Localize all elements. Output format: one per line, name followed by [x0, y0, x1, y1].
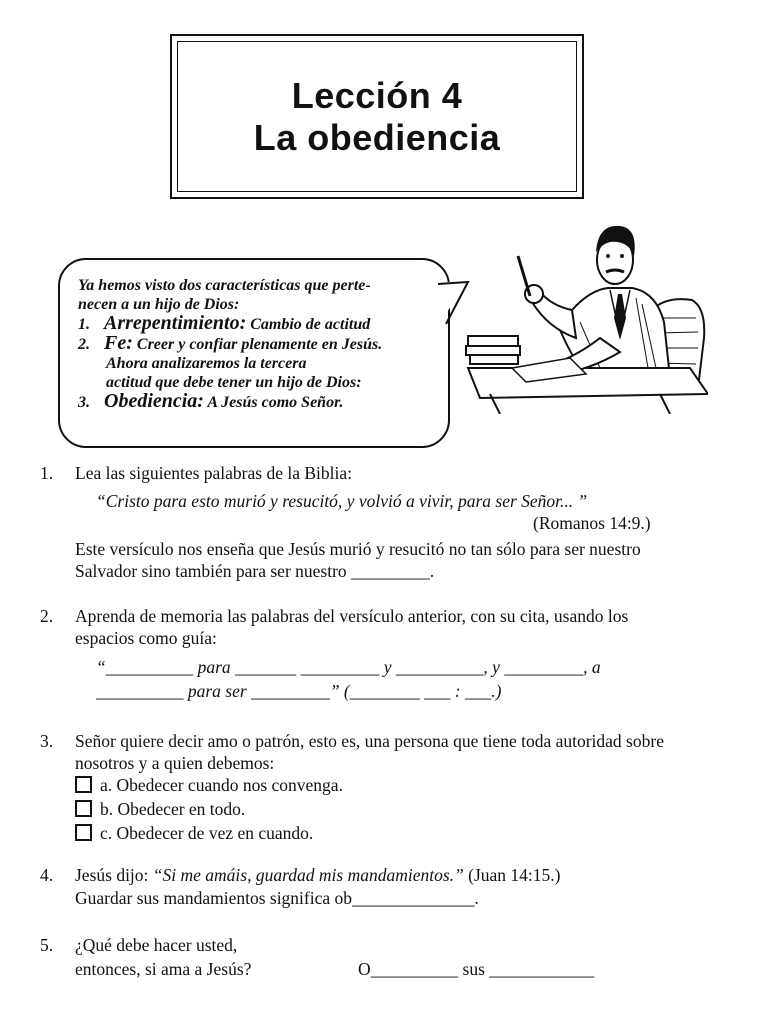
bubble-item-3-text: A Jesús como Señor.	[207, 394, 344, 411]
bubble-intro-2: necen a un hijo de Dios:	[78, 296, 240, 313]
bubble-item-2-num: 2.	[78, 336, 90, 353]
option-b[interactable]	[75, 798, 245, 820]
question-4-number: 4.	[40, 865, 54, 885]
teacher-illustration	[460, 218, 708, 414]
bubble-item-3-num: 3.	[78, 394, 90, 411]
question-4-quote: “Si me amáis, guardad mis mandamientos.”	[152, 865, 464, 885]
option-c[interactable]	[75, 822, 313, 844]
option-a[interactable]	[75, 774, 343, 796]
bubble-item-3	[78, 392, 458, 412]
question-5-answer: O__________ sus ____________	[358, 959, 595, 979]
question-4-reference: (Juan 14:15.)	[463, 865, 561, 885]
bubble-item-1-text: Cambio de actitud	[250, 316, 371, 333]
question-3-line-1: Señor quiere decir amo o patrón, esto es, una persona que tiene toda autoridad sobre	[75, 731, 664, 751]
bubble-intro-1: Ya hemos visto dos características que perte-	[78, 277, 371, 294]
question-1-reference: (Romanos 14:9.)	[533, 513, 651, 533]
question-2-line-1: Aprenda de memoria las palabras del versículo anterior, con su cita, usando los	[75, 606, 629, 626]
option-b-label: b. Obedecer en todo.	[100, 799, 246, 819]
question-4-prefix: Jesús dijo:	[75, 865, 153, 885]
option-c-label: c. Obedecer de vez en cuando.	[100, 823, 314, 843]
question-1-quote: “Cristo para esto murió y resucitó, y volvió a vivir, para ser Señor... ”	[96, 491, 588, 511]
title-box	[170, 34, 584, 199]
lesson-number: Lección 4	[291, 74, 463, 116]
bubble-line-5: Ahora analizaremos la tercera	[106, 355, 307, 372]
question-2-fill-line-2: __________ para ser _________” (________ ___ : ___.)	[96, 681, 502, 701]
question-1-number: 1.	[40, 463, 54, 483]
question-3-line-2: nosotros y a quien debemos:	[75, 753, 275, 773]
question-3-number: 3.	[40, 731, 54, 751]
question-5-line-1: ¿Qué debe hacer usted,	[75, 935, 238, 955]
question-1-text: Lea las siguientes palabras de la Biblia:	[75, 463, 352, 483]
lesson-title: La obediencia	[253, 116, 501, 158]
bubble-item-1	[78, 314, 458, 334]
bubble-item-2	[78, 334, 458, 354]
question-5-number: 5.	[40, 935, 54, 955]
option-a-label: a. Obedecer cuando nos convenga.	[100, 775, 343, 795]
question-2-line-2: espacios como guía:	[75, 628, 217, 648]
question-1-line-4: Salvador sino también para ser nuestro _________.	[75, 561, 435, 581]
bubble-line-6: actitud que debe tener un hijo de Dios:	[106, 374, 362, 391]
question-4-line-2: Guardar sus mandamientos significa ob______________.	[75, 888, 479, 908]
question-4-line-1	[75, 864, 561, 886]
question-2-number: 2.	[40, 606, 54, 626]
question-5-line-2: entonces, si ama a Jesús?	[75, 959, 252, 979]
checkbox-a[interactable]	[75, 776, 92, 793]
question-2-fill-line-1: “__________ para _______ _________ y __________, y _________, a	[96, 657, 601, 677]
bubble-text	[78, 276, 458, 412]
checkbox-c[interactable]	[75, 824, 92, 841]
bubble-item-1-key: Arrepentimiento:	[104, 312, 247, 334]
bubble-item-1-num: 1.	[78, 316, 90, 333]
bubble-item-2-text: Creer y confiar plenamente en Jesús.	[136, 336, 383, 353]
checkbox-b[interactable]	[75, 800, 92, 817]
bubble-item-3-key: Obediencia:	[104, 390, 204, 412]
question-1-line-3: Este versículo nos enseña que Jesús murió y resucitó no tan sólo para ser nuestro	[75, 539, 641, 559]
bubble-item-2-key: Fe:	[104, 332, 133, 354]
